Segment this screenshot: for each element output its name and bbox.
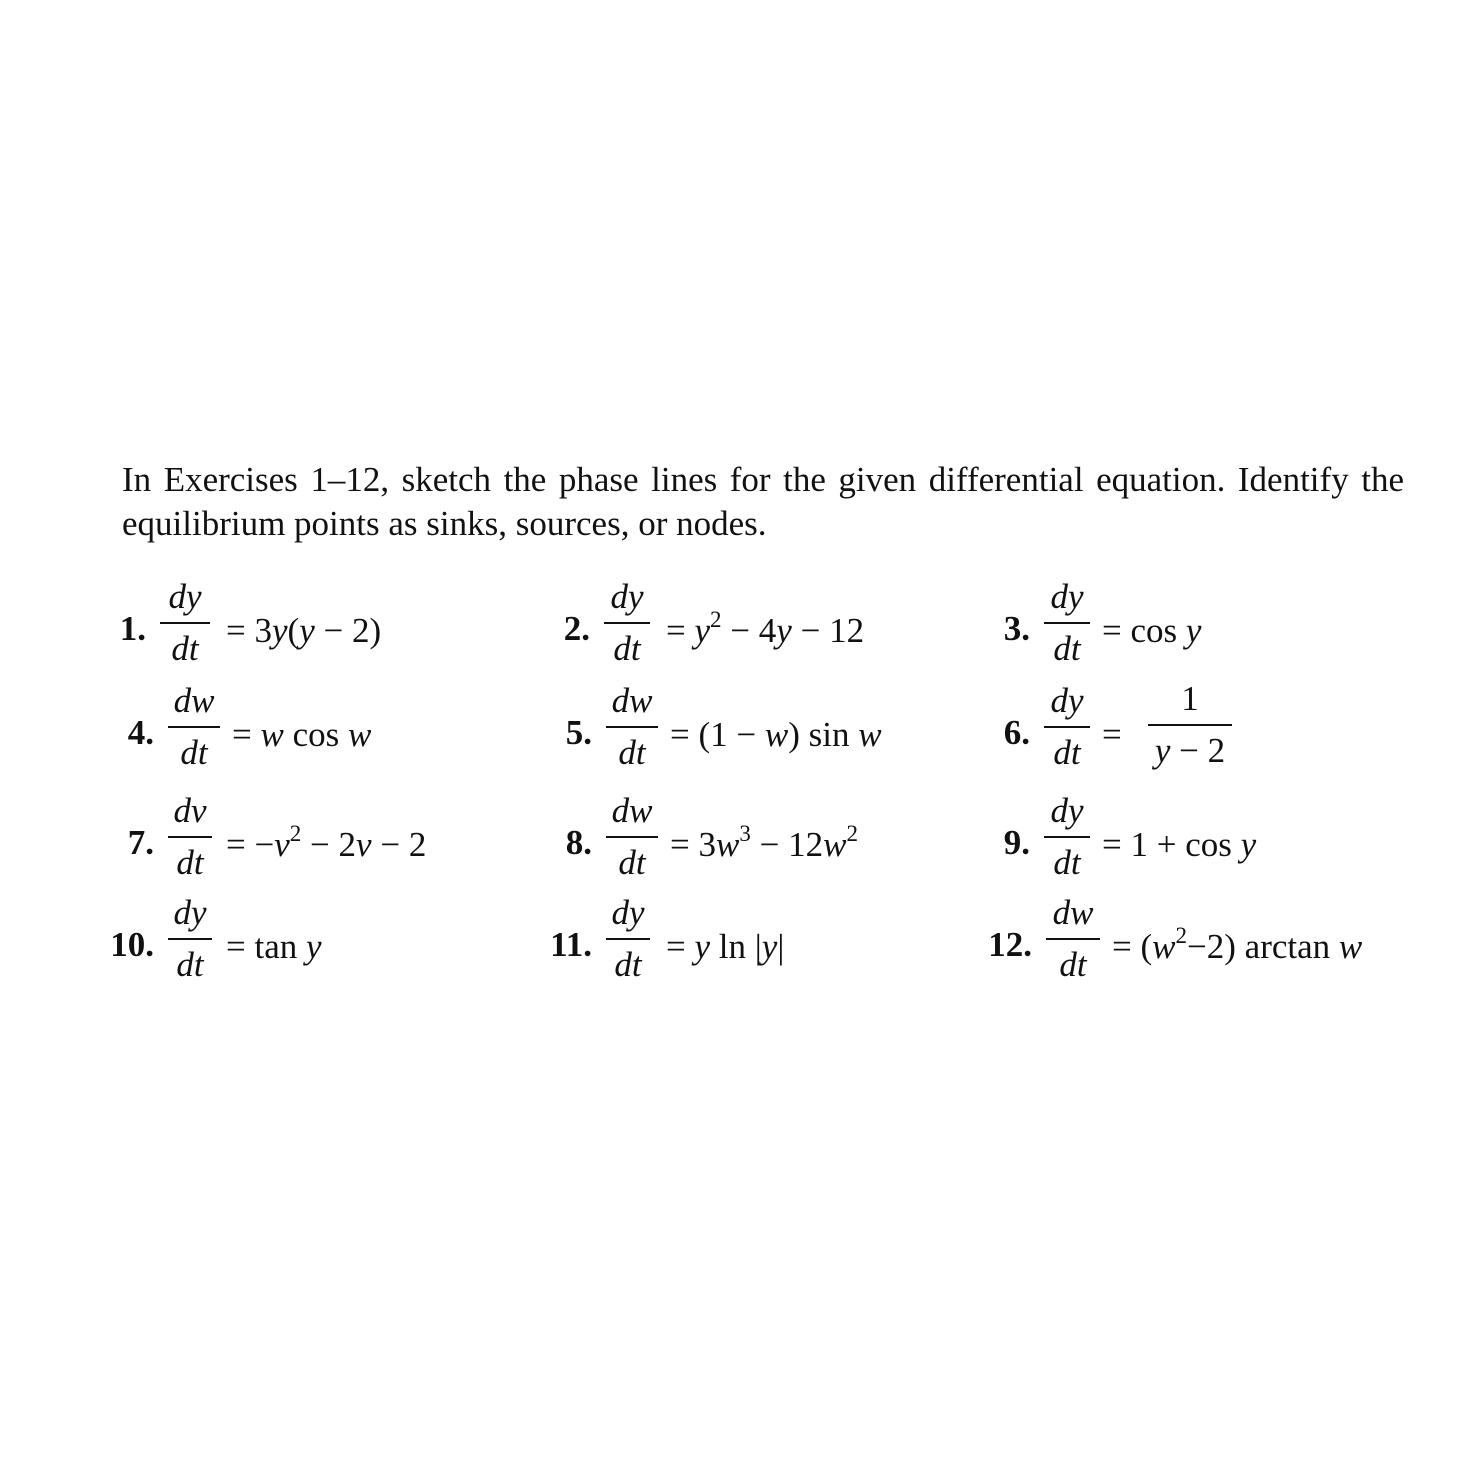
exercise-number: 10. [110, 925, 154, 964]
equation-rhs: = cos y [1102, 611, 1202, 650]
equation-rhs: = y ln |y| [666, 927, 785, 966]
equation-rhs: = (1 − w) sin w [670, 715, 882, 754]
exercise-number: 2. [563, 609, 590, 648]
equation-rhs: = w cos w [232, 715, 372, 754]
equation-rhs: = 1 + cos y [1102, 825, 1257, 864]
equation-rhs: = tan y [226, 927, 322, 966]
equation-rhs: = $(w^2-2)$ arctan w [1112, 923, 1363, 966]
exercise-number: 6. [1003, 713, 1030, 752]
derivative-fraction: dy dt [1044, 682, 1090, 772]
derivative-fraction: dy dt [160, 578, 210, 668]
derivative-fraction: dy dt [1044, 578, 1090, 668]
derivative-fraction: dw dt [606, 682, 658, 772]
exercise-number: 8. [565, 823, 592, 862]
derivative-fraction: dw dt [1046, 894, 1100, 984]
exercise-number: 5. [565, 713, 592, 752]
equation-rhs: = 3y(y − 2) [226, 611, 382, 650]
exercise-number: 9. [1003, 823, 1030, 862]
exercise-number: 7. [127, 823, 154, 862]
derivative-fraction: dy dt [606, 894, 650, 984]
derivative-fraction: dv dt [168, 792, 212, 882]
instructions-paragraph: In Exercises 1–12, sketch the phase lines for the given differential equation. Identify the equilibrium points as sinks, sources, or nodes. [122, 460, 1404, 543]
exercise-number: 3. [1003, 609, 1030, 648]
rhs-fraction: 1 y − 2 [1148, 680, 1232, 770]
exercise-number: 11. [550, 925, 592, 964]
derivative-fraction: dy dt [168, 894, 212, 984]
equation-rhs: = $3w^3 - 12w^2$ [670, 821, 858, 864]
exercise-number: 1. [119, 609, 146, 648]
exercise-number: 12. [988, 925, 1032, 964]
equation-rhs: = $y^2 - 4y - 12$ [666, 607, 865, 650]
derivative-fraction: dy dt [1044, 792, 1090, 882]
derivative-fraction: dw dt [168, 682, 220, 772]
derivative-fraction: dw dt [606, 792, 658, 882]
equation-rhs: = $-v^2 - 2v - 2$ [226, 821, 427, 864]
equals-sign: = [1102, 715, 1122, 754]
exercise-number: 4. [127, 713, 154, 752]
derivative-fraction: dy dt [604, 578, 650, 668]
